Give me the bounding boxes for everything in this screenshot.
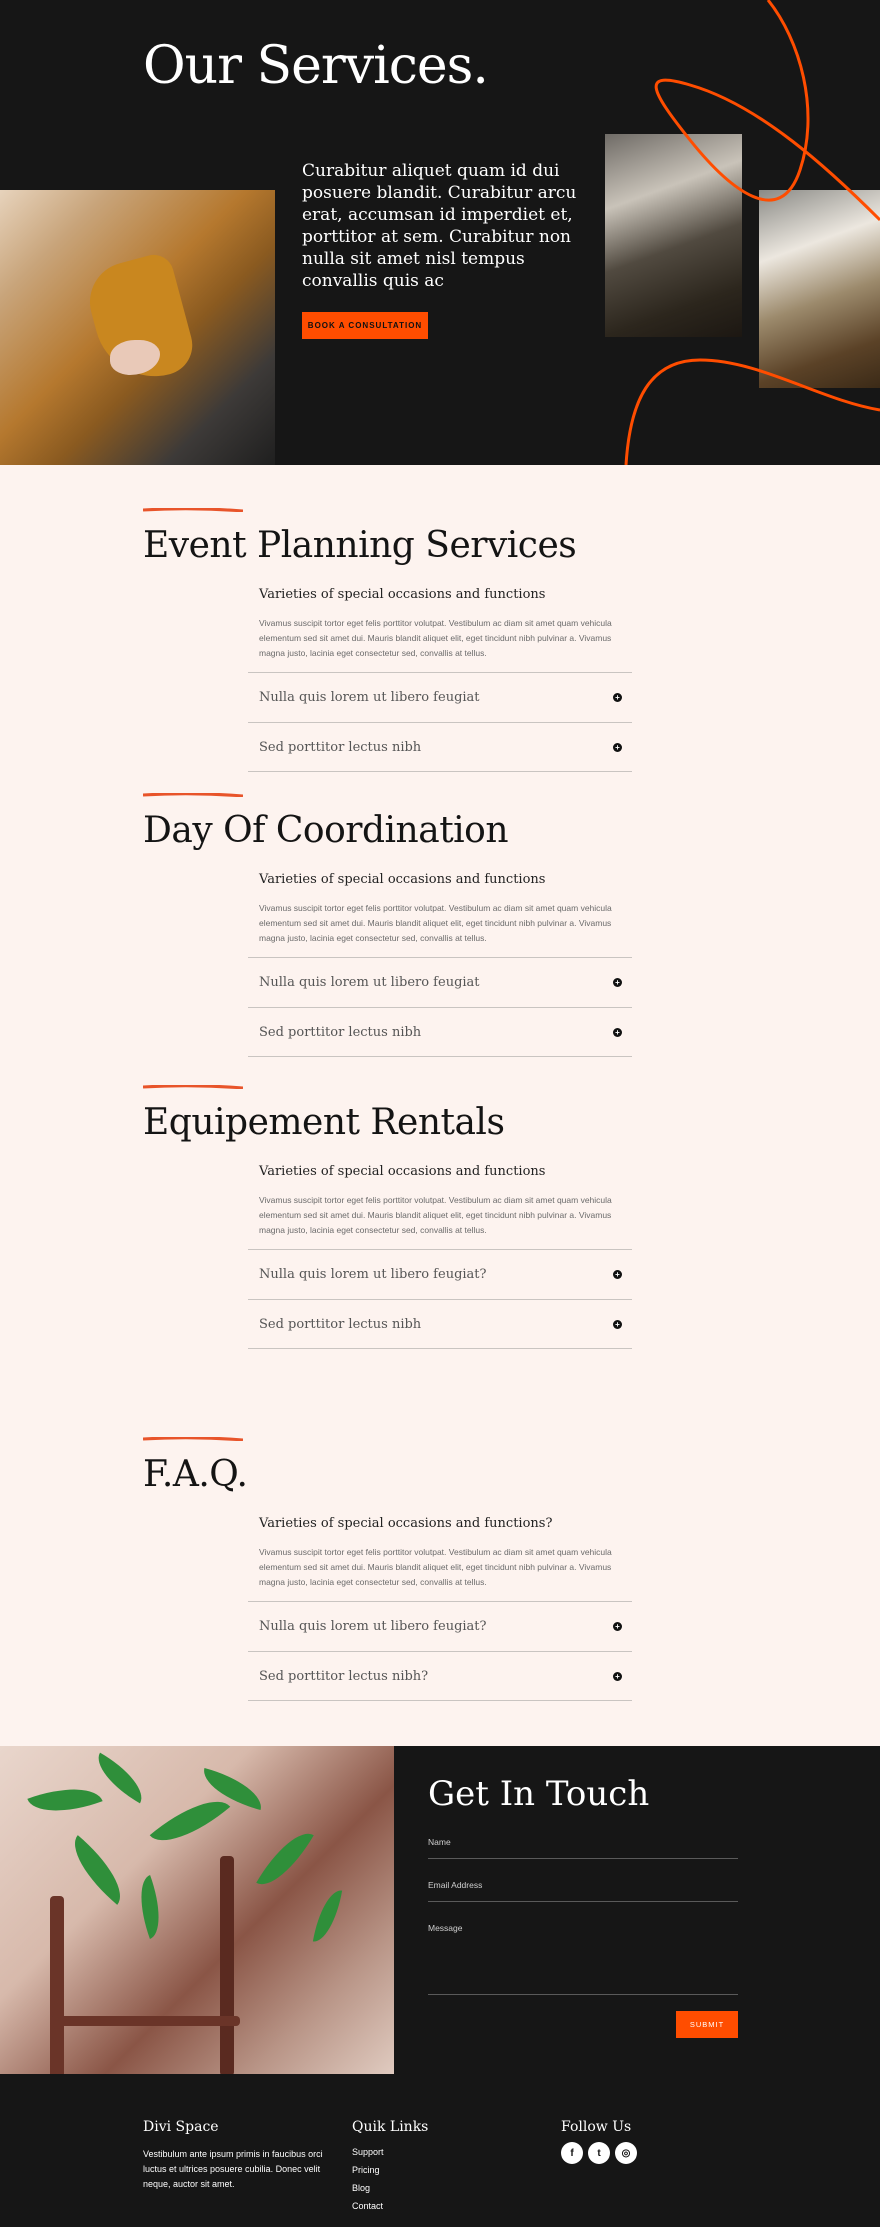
quick-links-title: Quik Links xyxy=(352,2119,429,2135)
leaf-shape xyxy=(60,1835,135,1905)
decorative-swoosh xyxy=(0,0,880,465)
plus-icon: + xyxy=(613,1270,622,1279)
accordion-label: Nulla quis lorem ut libero feugiat? xyxy=(259,1267,487,1282)
accordion-toggle[interactable] xyxy=(248,957,632,1007)
accordion-toggle[interactable] xyxy=(248,1651,632,1701)
accordion-toggle[interactable] xyxy=(248,1299,632,1349)
accordion-label: Sed porttitor lectus nibh xyxy=(259,739,422,755)
section-description: Vivamus suscipit tortor eget felis porttitor volutpat. Vestibulum ac diam sit amet quam vehicula elementum sed sit amet dui. Mauris blandit aliquet elit, eget tincidunt nibh pulvinar a. Vivamus magna justo, lacinia eget consectetur sed, convallis at tellus. xyxy=(259,903,612,943)
section-description: Vivamus suscipit tortor eget felis porttitor volutpat. Vestibulum ac diam sit amet quam vehicula elementum sed sit amet dui. Mauris blandit aliquet elit, eget tincidunt nibh pulvinar a. Vivamus magna justo, lacinia eget consectetur sed, convallis at tellus. xyxy=(259,618,612,658)
leaf-shape xyxy=(129,1875,170,1939)
hero-section xyxy=(0,0,880,465)
contact-section xyxy=(0,1746,880,2074)
message-field[interactable] xyxy=(428,1923,738,1995)
chair-leg xyxy=(50,1896,64,2074)
submit-button[interactable]: SUBMIT xyxy=(676,2011,738,2038)
accordion-toggle[interactable] xyxy=(248,722,632,772)
brush-stroke xyxy=(143,1437,243,1441)
message-placeholder: Message xyxy=(428,1923,463,1933)
accordion-toggle[interactable] xyxy=(248,1007,632,1057)
contact-title: Get In Touch xyxy=(428,1774,650,1814)
facebook-icon[interactable]: f xyxy=(561,2142,583,2164)
plus-icon: + xyxy=(613,1320,622,1329)
accordion-toggle[interactable] xyxy=(248,1601,632,1651)
section-subtitle: Varieties of special occasions and functions xyxy=(259,872,546,887)
plus-icon: + xyxy=(613,743,622,752)
chair-rail xyxy=(50,2016,240,2026)
accordion-label: Sed porttitor lectus nibh? xyxy=(259,1668,429,1684)
section-description: Vivamus suscipit tortor eget felis porttitor volutpat. Vestibulum ac diam sit amet quam vehicula elementum sed sit amet dui. Mauris blandit aliquet elit, eget tincidunt nibh pulvinar a. Vivamus magna justo, lacinia eget consectetur sed, convallis at tellus. xyxy=(259,1195,612,1235)
plus-icon: + xyxy=(613,1672,622,1681)
name-placeholder: Name xyxy=(428,1837,451,1847)
leaf-shape xyxy=(27,1775,102,1825)
accordion-toggle[interactable] xyxy=(248,672,632,722)
brush-stroke xyxy=(143,1085,243,1089)
accordion-label: Nulla quis lorem ut libero feugiat xyxy=(259,975,480,990)
section-title: Day Of Coordination xyxy=(143,810,509,851)
leaf-shape xyxy=(256,1822,314,1896)
chair-leg xyxy=(220,1856,234,2074)
section-subtitle: Varieties of special occasions and functions xyxy=(259,587,546,602)
brush-stroke xyxy=(143,793,243,797)
twitter-icon[interactable]: t xyxy=(588,2142,610,2164)
book-consultation-button[interactable]: BOOK A CONSULTATION xyxy=(302,312,428,339)
section-subtitle: Varieties of special occasions and functions? xyxy=(259,1516,553,1531)
plus-icon: + xyxy=(613,1622,622,1631)
follow-us-title: Follow Us xyxy=(561,2119,632,2135)
footer-link-support[interactable]: Support xyxy=(352,2147,384,2157)
name-field[interactable] xyxy=(428,1837,738,1859)
email-placeholder: Email Address xyxy=(428,1880,483,1890)
footer-link-contact[interactable]: Contact xyxy=(352,2201,384,2211)
accordion-label: Sed porttitor lectus nibh xyxy=(259,1316,422,1332)
section-title: Event Planning Services xyxy=(143,525,577,566)
leaf-shape xyxy=(150,1784,231,1858)
hero-intro: Curabitur aliquet quam id dui posuere blandit. Curabitur arcu erat, accumsan id imperdiet et, porttitor at sem. Curabitur non nulla sit amet nisl tempus convallis quis ac xyxy=(302,161,577,291)
accordion-label: Sed porttitor lectus nibh xyxy=(259,1024,422,1040)
plus-icon: + xyxy=(613,1028,622,1037)
plus-icon: + xyxy=(613,693,622,702)
email-field[interactable] xyxy=(428,1880,738,1902)
page-title: Our Services. xyxy=(143,36,488,96)
accordion-label: Nulla quis lorem ut libero feugiat? xyxy=(259,1619,487,1634)
footer-link-blog[interactable]: Blog xyxy=(352,2183,371,2193)
accordion-toggle[interactable] xyxy=(248,1249,632,1299)
section-description: Vivamus suscipit tortor eget felis porttitor volutpat. Vestibulum ac diam sit amet quam vehicula elementum sed sit amet dui. Mauris blandit aliquet elit, eget tincidunt nibh pulvinar a. Vivamus magna justo, lacinia eget consectetur sed, convallis at tellus. xyxy=(259,1547,612,1587)
footer xyxy=(0,2074,880,2227)
plant-photo xyxy=(0,1746,394,2074)
section-subtitle: Varieties of special occasions and functions xyxy=(259,1164,546,1179)
section-title: Equipement Rentals xyxy=(143,1102,505,1143)
footer-about: Vestibulum ante ipsum primis in faucibus orci luctus et ultrices posuere cubilia. Donec velit neque, auctor sit amet. xyxy=(143,2149,323,2189)
brush-stroke xyxy=(143,508,243,512)
section-title: F.A.Q. xyxy=(143,1454,248,1495)
leaf-shape xyxy=(313,1887,342,1945)
instagram-icon[interactable]: ◎ xyxy=(615,2142,637,2164)
footer-link-pricing[interactable]: Pricing xyxy=(352,2165,380,2175)
footer-brand: Divi Space xyxy=(143,2119,219,2135)
plus-icon: + xyxy=(613,978,622,987)
accordion-label: Nulla quis lorem ut libero feugiat xyxy=(259,690,480,705)
